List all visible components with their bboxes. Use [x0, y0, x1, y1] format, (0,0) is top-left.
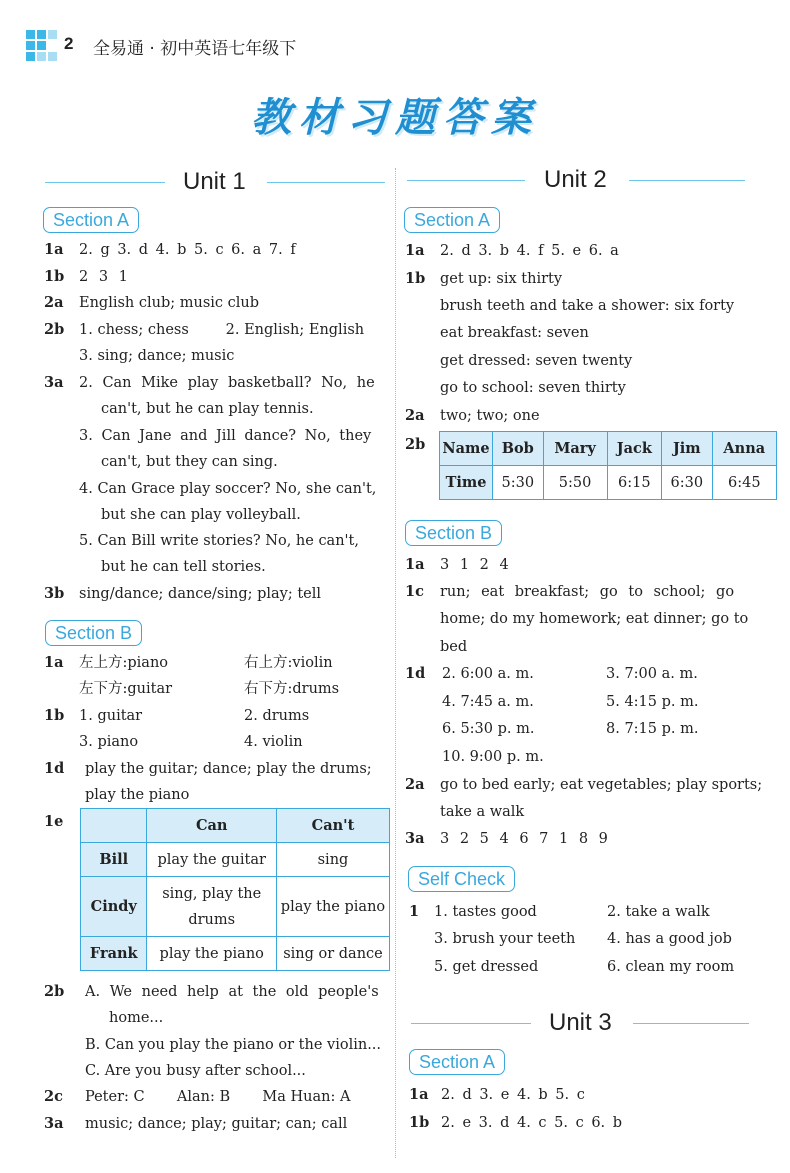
answer-line: eat breakfast: seven [440, 325, 589, 341]
answer-line: 3 2 5 4 6 7 1 8 9 [440, 831, 608, 847]
table-row-name: Bill [81, 843, 147, 877]
section-b-badge: Section B [405, 520, 502, 546]
answer-line: 3. 7:00 a. m. [606, 666, 698, 682]
table-cell-time: 6:45 [712, 466, 776, 500]
answer-line: can't, but he can play tennis. [101, 401, 314, 417]
answer-line: get dressed: seven twenty [440, 353, 633, 369]
table-cell-cant: sing [276, 843, 389, 877]
answer-line: home; do my homework; eat dinner; go to [440, 611, 749, 627]
answer-line: 4. violin [244, 734, 303, 750]
q-label: 2c [44, 1088, 63, 1105]
answer-line: home... [109, 1010, 164, 1026]
answer-line: 左下方:guitar [79, 681, 173, 697]
answer-line: 右下方:drums [244, 681, 340, 697]
answer-line: 4. has a good job [607, 931, 732, 947]
q-label: 1a [405, 242, 425, 259]
q-label: 3a [405, 830, 425, 847]
q-label: 2a [405, 407, 425, 424]
answer-line: C. Are you busy after school... [85, 1063, 306, 1079]
answer-line: play the guitar; dance; play the drums; [85, 761, 372, 777]
q-label: 1b [409, 1114, 430, 1131]
answer-line: 2. d 3. b 4. f 5. e 6. a [440, 243, 619, 259]
table-cell-can: play the piano [147, 937, 276, 971]
section-a-badge: Section A [404, 207, 500, 233]
answer-line: Peter: C Alan: B Ma Huan: A [85, 1089, 351, 1105]
table-cell-time: 5:30 [493, 466, 544, 500]
table-cell-time: 6:30 [662, 466, 713, 500]
q-label: 3a [44, 1115, 64, 1132]
q-label: 2a [44, 294, 64, 311]
q-label: 2b [44, 321, 65, 338]
answer-line: take a walk [440, 804, 525, 820]
answer-line: sing/dance; dance/sing; play; tell [79, 586, 322, 602]
section-a-badge: Section A [43, 207, 139, 233]
answer-line: 2. d 3. e 4. b 5. c [441, 1087, 585, 1103]
unit1-heading [45, 168, 385, 198]
q-label: 1a [405, 556, 425, 573]
answer-line: 4. 7:45 a. m. [442, 694, 534, 710]
answer-line: play the piano [85, 787, 190, 803]
q-label: 3a [44, 374, 64, 391]
answer-line: 右上方:violin [244, 655, 333, 671]
table-header-empty [81, 809, 147, 843]
table-cell-cant: play the piano [276, 877, 389, 937]
table-header-mary: Mary [543, 432, 607, 466]
answer-line: but he can tell stories. [101, 559, 266, 575]
answer-line: 5. 4:15 p. m. [606, 694, 699, 710]
self-check-badge: Self Check [408, 866, 515, 892]
table-cell-can: sing, play the drums [147, 877, 276, 937]
answer-line: go to bed early; eat vegetables; play sports; [440, 777, 763, 793]
answer-line: 4. Can Grace play soccer? No, she can't, [79, 481, 377, 497]
table-cell-time: 5:50 [543, 466, 607, 500]
table-row-time: Time [440, 466, 493, 500]
q-label: 1d [405, 665, 426, 682]
q-label: 1a [44, 241, 64, 258]
answer-line: two; two; one [440, 408, 540, 424]
q-label: 1e [44, 813, 64, 830]
answer-line: A. We need help at the old people's [85, 984, 379, 1000]
answer-line: 6. clean my room [607, 959, 735, 975]
unit3-title: Unit 3 [549, 1009, 612, 1036]
q-label: 1a [44, 654, 64, 671]
q-label: 1d [44, 760, 65, 777]
q-label: 1 [409, 903, 420, 920]
answer-line: 左上方:piano [79, 655, 169, 671]
answer-line: 5. get dressed [434, 959, 539, 975]
table-row-name: Cindy [81, 877, 147, 937]
answer-line: music; dance; play; guitar; can; call [85, 1116, 348, 1132]
answer-line: 3. sing; dance; music [79, 348, 235, 364]
answer-line: 2. Can Mike play basketball? No, he [79, 375, 375, 391]
answer-line: can't, but they can sing. [101, 454, 278, 470]
table-header-anna: Anna [712, 432, 776, 466]
answer-line: B. Can you play the piano or the violin... [85, 1037, 382, 1053]
table-header-can: Can [147, 809, 276, 843]
answer-line: get up: six thirty [440, 271, 563, 287]
answer-line: 2. 6:00 a. m. [442, 666, 534, 682]
book-title: 全易通 · 初中英语七年级下 [93, 39, 297, 59]
section-a-badge: Section A [409, 1049, 505, 1075]
answer-line: 2. take a walk [607, 904, 710, 920]
table-header-bob: Bob [493, 432, 544, 466]
table-row-name: Frank [81, 937, 147, 971]
q-label: 1a [409, 1086, 429, 1103]
page-number: 2 [64, 34, 74, 53]
answer-line: 5. Can Bill write stories? No, he can't, [79, 533, 359, 549]
unit3-heading [411, 1009, 751, 1039]
answer-line: 3. Can Jane and Jill dance? No, they [79, 428, 372, 444]
answer-line: 2. e 3. d 4. c 5. c 6. b [441, 1115, 623, 1131]
answer-line: but she can play volleyball. [101, 507, 301, 523]
answer-line: 10. 9:00 p. m. [442, 749, 544, 765]
answer-line: 2 3 1 [79, 269, 128, 285]
q-label: 1b [44, 707, 65, 724]
answer-line: 3. brush your teeth [434, 931, 576, 947]
answer-line: 2. g 3. d 4. b 5. c 6. a 7. f [79, 242, 296, 258]
q-label: 1c [405, 583, 424, 600]
table-header-jim: Jim [662, 432, 713, 466]
q-label: 2a [405, 776, 425, 793]
answer-line: 3. piano [79, 734, 139, 750]
unit2-title: Unit 2 [544, 166, 607, 193]
answer-line: 6. 5:30 p. m. [442, 721, 535, 737]
q-label: 2b [44, 983, 65, 1000]
q-label: 3b [44, 585, 65, 602]
table-1e [80, 808, 390, 971]
q-label: 1b [44, 268, 65, 285]
answer-line: go to school: seven thirty [440, 380, 626, 396]
answer-line: 2. drums [244, 708, 310, 724]
table-header-jack: Jack [607, 432, 661, 466]
section-b-badge: Section B [45, 620, 142, 646]
answer-line: 1. guitar [79, 708, 143, 724]
table-2b [439, 431, 777, 500]
unit1-title: Unit 1 [183, 168, 246, 195]
q-label: 1b [405, 270, 426, 287]
table-cell-time: 6:15 [607, 466, 661, 500]
answer-line: brush teeth and take a shower: six forty [440, 298, 735, 314]
q-label: 2b [405, 436, 426, 453]
answer-line: 1. tastes good [434, 904, 537, 920]
table-cell-cant: sing or dance [276, 937, 389, 971]
table-cell-can: play the guitar [147, 843, 276, 877]
answer-line: run; eat breakfast; go to school; go [440, 584, 735, 600]
answer-line: English club; music club [79, 295, 260, 311]
page-title: 教材习题答案 [251, 95, 539, 141]
answer-line: 1. chess; chess 2. English; English [79, 322, 365, 338]
unit2-heading [407, 166, 747, 196]
answer-line: bed [440, 639, 468, 655]
answer-line: 3 1 2 4 [440, 557, 509, 573]
answer-line: 8. 7:15 p. m. [606, 721, 699, 737]
column-divider [395, 168, 396, 1158]
table-header-cant: Can't [276, 809, 389, 843]
table-header-name: Name [440, 432, 493, 466]
